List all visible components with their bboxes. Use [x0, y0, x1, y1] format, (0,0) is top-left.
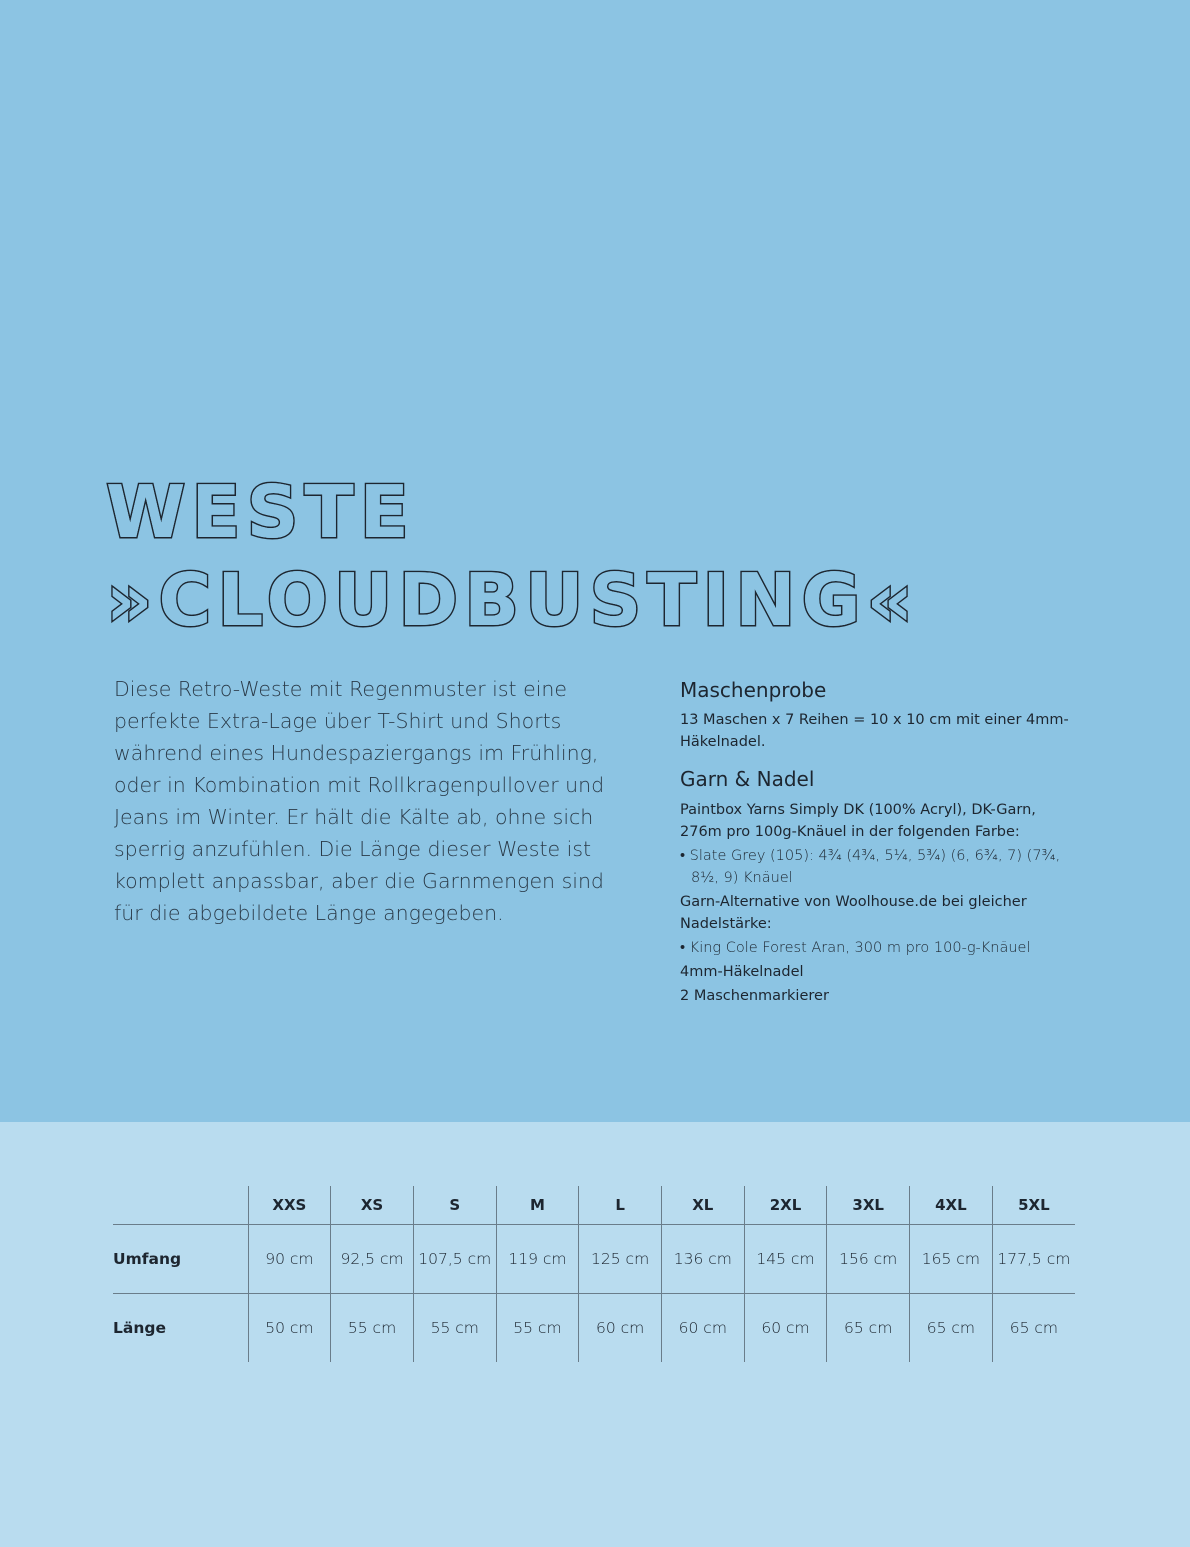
- table-cell: 60 cm: [661, 1294, 744, 1363]
- yarn-bullet-slate-grey: • Slate Grey (105): 4¾ (4¾, 5¼, 5¾) (6, 6¾, 7) (7¾, 8½, 9) Knäuel: [680, 848, 1061, 886]
- table-cell: 55 cm: [496, 1294, 579, 1363]
- size-header: 4XL: [910, 1186, 993, 1225]
- table-cell: 55 cm: [331, 1294, 414, 1363]
- table-row-umfang: [113, 1225, 1075, 1294]
- intro-text: Diese Retro-Weste mit Regenmuster ist eine perfekte Extra-Lage über T-Shirt und Shorts während eines Hundespaziergangs im Frühling, oder in Kombination mit Rollkragenpullover und Jeans im Winter. Er hält die Kälte ab, ohne sich sperrig anzufühlen. Die Länge dieser Weste ist komplett anpassbar, aber die Garnmengen sind für die abgebildete Länge angegeben.: [114, 677, 605, 925]
- table-cell: 55 cm: [413, 1294, 496, 1363]
- table-cell: 65 cm: [992, 1294, 1075, 1363]
- table-cell: 65 cm: [827, 1294, 910, 1363]
- row-label: Umfang: [113, 1225, 248, 1294]
- table-cell: 90 cm: [248, 1225, 331, 1294]
- row-label: Länge: [113, 1319, 166, 1337]
- table-row-laenge: [113, 1294, 1075, 1363]
- size-header: 3XL: [827, 1186, 910, 1225]
- size-header: S: [413, 1186, 496, 1225]
- table-cell: 107,5 cm: [413, 1225, 496, 1294]
- yarn-alternative: Garn-Alternative von Woolhouse.de bei gleicher Nadelstärke:: [680, 894, 1027, 932]
- table-cell: 125 cm: [579, 1225, 662, 1294]
- hook-size: 4mm-Häkelnadel: [680, 964, 804, 980]
- table-cell: 165 cm: [910, 1225, 993, 1294]
- table-cell: 177,5 cm: [992, 1225, 1075, 1294]
- size-header: XXS: [248, 1186, 331, 1225]
- table-cell: 60 cm: [744, 1294, 827, 1363]
- table-cell: 92,5 cm: [331, 1225, 414, 1294]
- table-cell: 156 cm: [827, 1225, 910, 1294]
- yarn-heading: Garn & Nadel: [680, 767, 815, 791]
- stitch-markers: 2 Maschenmarkierer: [680, 988, 829, 1004]
- size-header: M: [496, 1186, 579, 1225]
- size-header-row: [113, 1186, 1075, 1225]
- size-header: L: [579, 1186, 662, 1225]
- table-cell: 65 cm: [910, 1294, 993, 1363]
- table-cell: 119 cm: [496, 1225, 579, 1294]
- table-cell: 60 cm: [579, 1294, 662, 1363]
- table-cell: 145 cm: [744, 1225, 827, 1294]
- size-table: [113, 1186, 1075, 1362]
- size-header: 2XL: [744, 1186, 827, 1225]
- table-cell: 136 cm: [661, 1225, 744, 1294]
- size-header: XS: [331, 1186, 414, 1225]
- gauge-heading: Maschenprobe: [680, 678, 827, 702]
- yarn-text: Paintbox Yarns Simply DK (100% Acryl), DK-Garn, 276m pro 100g-Knäuel in der folgenden Farbe:: [680, 802, 1036, 840]
- materials-column: [680, 676, 1080, 1007]
- title-line-1: WESTE: [106, 470, 415, 554]
- table-cell: 50 cm: [248, 1294, 331, 1363]
- page-title: [106, 468, 919, 644]
- yarn-bullet-king-cole: • King Cole Forest Aran, 300 m pro 100-g-Knäuel: [680, 940, 1031, 956]
- size-header: 5XL: [992, 1186, 1075, 1225]
- header-corner: [113, 1186, 248, 1225]
- size-header: XL: [661, 1186, 744, 1225]
- title-line-2: »CLOUDBUSTING«: [106, 558, 920, 642]
- gauge-text: 13 Maschen x 7 Reihen = 10 x 10 cm mit einer 4mm-Häkelnadel.: [680, 712, 1069, 750]
